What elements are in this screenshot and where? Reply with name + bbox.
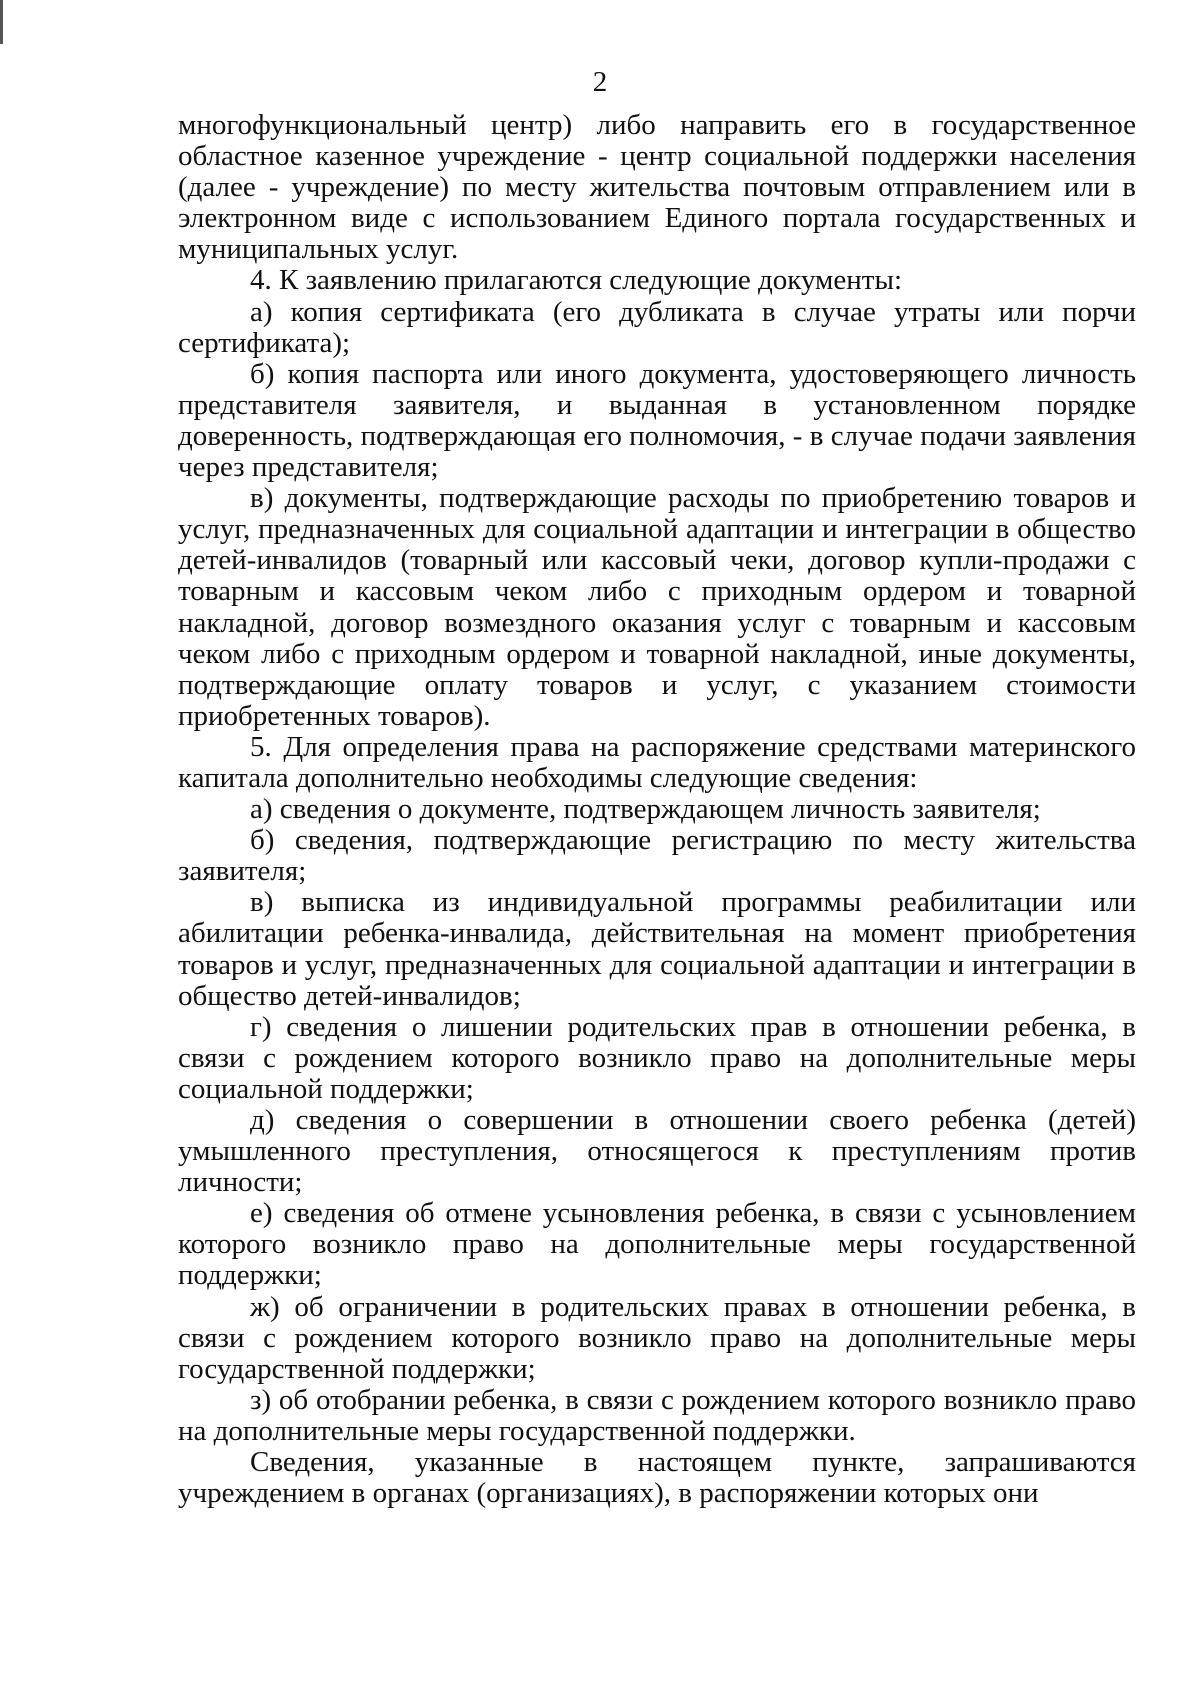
page-number: 2 — [592, 66, 608, 98]
paragraph-item-4a: а) копия сертификата (его дубликата в случае утраты или порчи сертификата); — [178, 295, 1136, 359]
document-body — [178, 110, 1136, 1509]
paragraph-item-5g: г) сведения о лишении родительских прав в отношении ребенка, в связи с рождением которого возникло право на дополнительные меры социальной поддержки; — [178, 1010, 1136, 1105]
paragraph-item-5zh: ж) об ограничении в родительских правах в отношении ребенка, в связи с рождением которого возникло право на дополнительные меры государственной поддержки; — [178, 1290, 1136, 1385]
paragraph-item-5v: в) выписка из индивидуальной программы реабилитации или абилитации ребенка-инвалида, действительная на момент приобретения товаров и услуг, предназначенных для социальной адаптации и интеграции в общество детей-инвалидов; — [178, 886, 1136, 1012]
paragraph-item-5b: б) сведения, подтверждающие регистрацию по месту жительства заявителя; — [178, 824, 1136, 888]
paragraph-item-4: 4. К заявлению прилагаются следующие документы: — [250, 264, 903, 297]
paragraph-item-5e: е) сведения об отмене усыновления ребенка, в связи с усыновлением которого возникло право на дополнительные меры государственной поддержки; — [178, 1197, 1136, 1292]
paragraph-continuation: многофункциональный центр) либо направить его в государственное областное казенное учреждение - центр социальной поддержки населения (далее - учреждение) по месту жительства почтовым отправлением или в электронном виде с использованием Единого портала государственных и муниципальных услуг. — [178, 109, 1136, 266]
paragraph-item-5: 5. Для определения права на распоряжение средствами материнского капитала дополнительно необходимы следующие сведения: — [178, 730, 1136, 794]
paragraph-item-5z: з) об отобрании ребенка, в связи с рождением которого возникло право на дополнительные меры государственной поддержки. — [178, 1383, 1136, 1447]
paragraph-item-4v: в) документы, подтверждающие расходы по приобретению товаров и услуг, предназначенных для социальной адаптации и интеграции в общество детей-инвалидов (товарный или кассовый чеки, договор купли-продажи с товарным и кассовым чеком либо с приходным ордером и товарной накладной, договор возмездного оказания услуг с товарным и кассовым чеком либо с приходным ордером и товарной накладной, иные документы, подтверждающие оплату товаров и услуг, с указанием стоимости приобретенных товаров). — [178, 482, 1136, 732]
paragraph-item-5a: а) сведения о документе, подтверждающем личность заявителя; — [250, 793, 1041, 826]
paragraph-item-4b: б) копия паспорта или иного документа, удостоверяющего личность представителя заявителя, и выданная в установленном порядке доверенность, подтверждающая его полномочия, - в случае подачи заявления через представителя; — [178, 357, 1136, 484]
paragraph-closing: Сведения, указанные в настоящем пункте, запрашиваются учреждением в органах (организациях), в распоряжении которых они — [178, 1446, 1136, 1510]
paragraph-item-5d: д) сведения о совершении в отношении своего ребенка (детей) умышленного преступления, относящегося к преступлениям против личности; — [178, 1104, 1136, 1199]
scan-edge-mark — [0, 0, 3, 44]
